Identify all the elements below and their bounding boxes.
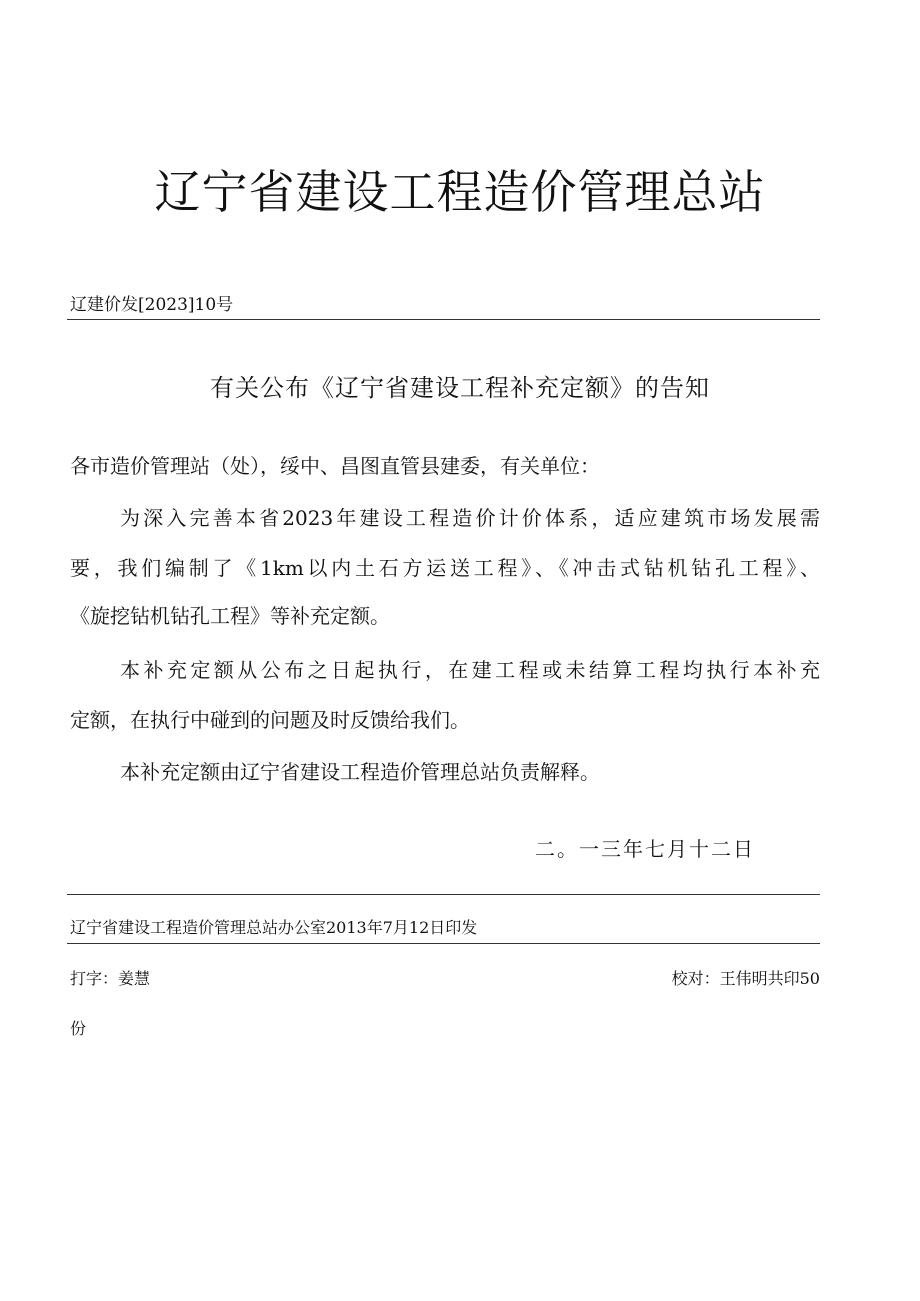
paragraph-1-line-3: 《旋挖钻机钻孔工程》等补充定额。	[70, 604, 390, 628]
salutation: 各市造价管理站（处），绥中、昌图直管县建委，有关单位：	[70, 454, 600, 478]
header-divider	[67, 319, 820, 320]
proofreader-line: 校对：王伟明共印50	[671, 969, 820, 988]
paragraph-3-line-1: 本补充定额由辽宁省建设工程造价管理总站负责解释。	[120, 760, 600, 784]
paragraph-2-line-2: 定额，在执行中碰到的问题及时反馈给我们。	[70, 708, 470, 732]
footer-divider-bottom	[67, 943, 820, 944]
typist-line: 打字：姜慧	[70, 969, 151, 988]
org-title: 辽宁省建设工程造价管理总站	[154, 165, 766, 219]
doc-number: 辽建价发[2023]10号	[70, 295, 234, 315]
issue-date: 二。一三年七月十二日	[535, 837, 755, 861]
paragraph-2-line-1: 本补充定额从公布之日起执行，在建工程或未结算工程均执行本补充	[120, 658, 820, 682]
issued-by-line: 辽宁省建设工程造价管理总站办公室2013年7月12日印发	[70, 918, 478, 937]
copies-unit: 份	[70, 1019, 87, 1038]
paragraph-1-line-2: 要，我们编制了《1km以内土石方运送工程》、《冲击式钻机钻孔工程》、	[70, 556, 820, 580]
paragraph-1-line-1: 为深入完善本省2023年建设工程造价计价体系，适应建筑市场发展需	[120, 506, 820, 530]
footer-divider-top	[67, 894, 820, 895]
notice-title: 有关公布《辽宁省建设工程补充定额》的告知	[210, 374, 710, 402]
